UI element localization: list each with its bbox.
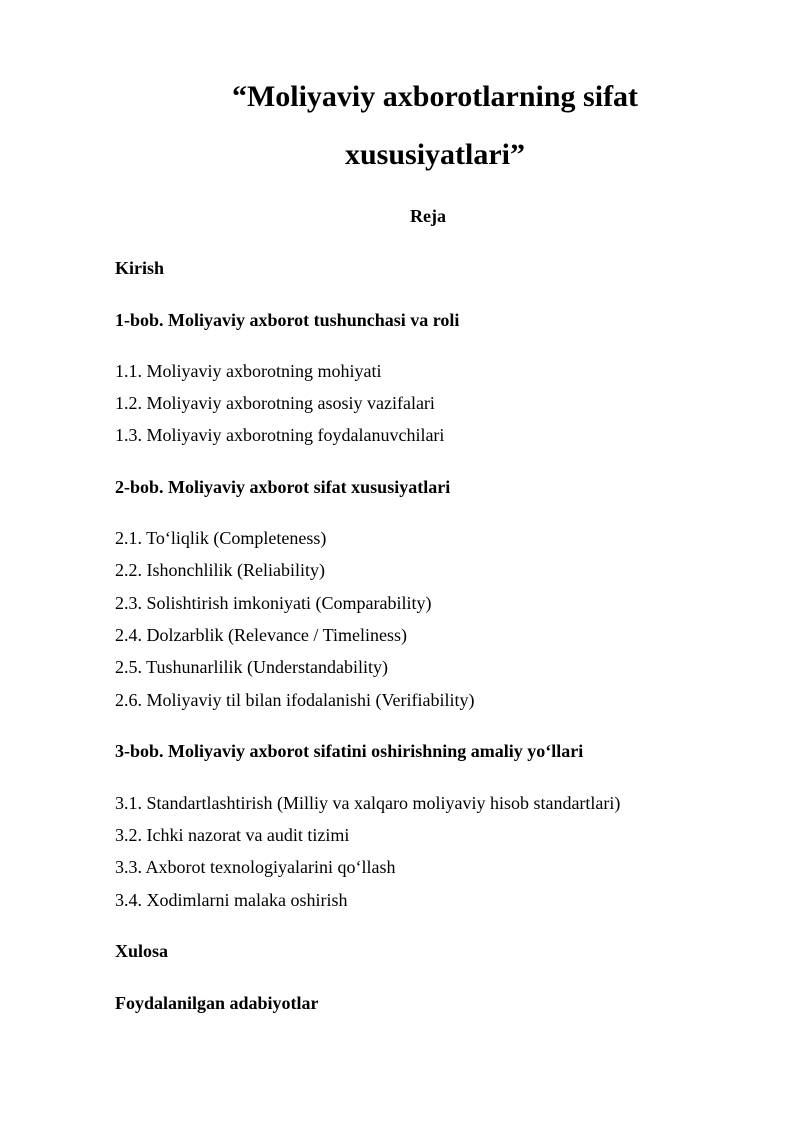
intro-heading: Kirish — [115, 258, 165, 278]
chapter-3-item: 3.3. Axborot texnologiyalarini qo‘llash — [115, 857, 396, 877]
title-line-1: “Moliyaviy axborotlarning sifat — [231, 80, 639, 113]
references-heading: Foydalanilgan adabiyotlar — [115, 993, 319, 1013]
plan-heading: Reja — [410, 206, 446, 226]
chapter-1-item: 1.1. Moliyaviy axborotning mohiyati — [115, 361, 382, 381]
chapter-3-heading: 3-bob. Moliyaviy axborot sifatini oshirishning amaliy yo‘llari — [115, 741, 584, 761]
chapter-3-item: 3.1. Standartlashtirish (Milliy va xalqaro moliyaviy hisob standartlari) — [115, 793, 621, 813]
chapter-3-item: 3.2. Ichki nazorat va audit tizimi — [115, 825, 350, 845]
chapter-2-item: 2.2. Ishonchlilik (Reliability) — [115, 560, 325, 580]
title-line-2: xususiyatlari” — [344, 138, 526, 171]
chapter-1-heading: 1-bob. Moliyaviy axborot tushunchasi va roli — [115, 310, 460, 330]
chapter-2-item: 2.6. Moliyaviy til bilan ifodalanishi (Verifiability) — [115, 690, 475, 710]
chapter-2-item: 2.3. Solishtirish imkoniyati (Comparability) — [115, 593, 432, 613]
chapter-1-item: 1.3. Moliyaviy axborotning foydalanuvchilari — [115, 425, 445, 445]
document-title — [215, 68, 655, 184]
chapter-2-item: 2.5. Tushunarlilik (Understandability) — [115, 657, 388, 677]
chapter-3-item: 3.4. Xodimlarni malaka oshirish — [115, 890, 348, 910]
chapter-2-item: 2.4. Dolzarblik (Relevance / Timeliness) — [115, 625, 407, 645]
chapter-2-item: 2.1. To‘liqlik (Completeness) — [115, 528, 327, 548]
conclusion-heading: Xulosa — [115, 941, 169, 961]
chapter-1-item: 1.2. Moliyaviy axborotning asosiy vazifalari — [115, 393, 435, 413]
chapter-2-heading: 2-bob. Moliyaviy axborot sifat xususiyatlari — [115, 477, 451, 497]
